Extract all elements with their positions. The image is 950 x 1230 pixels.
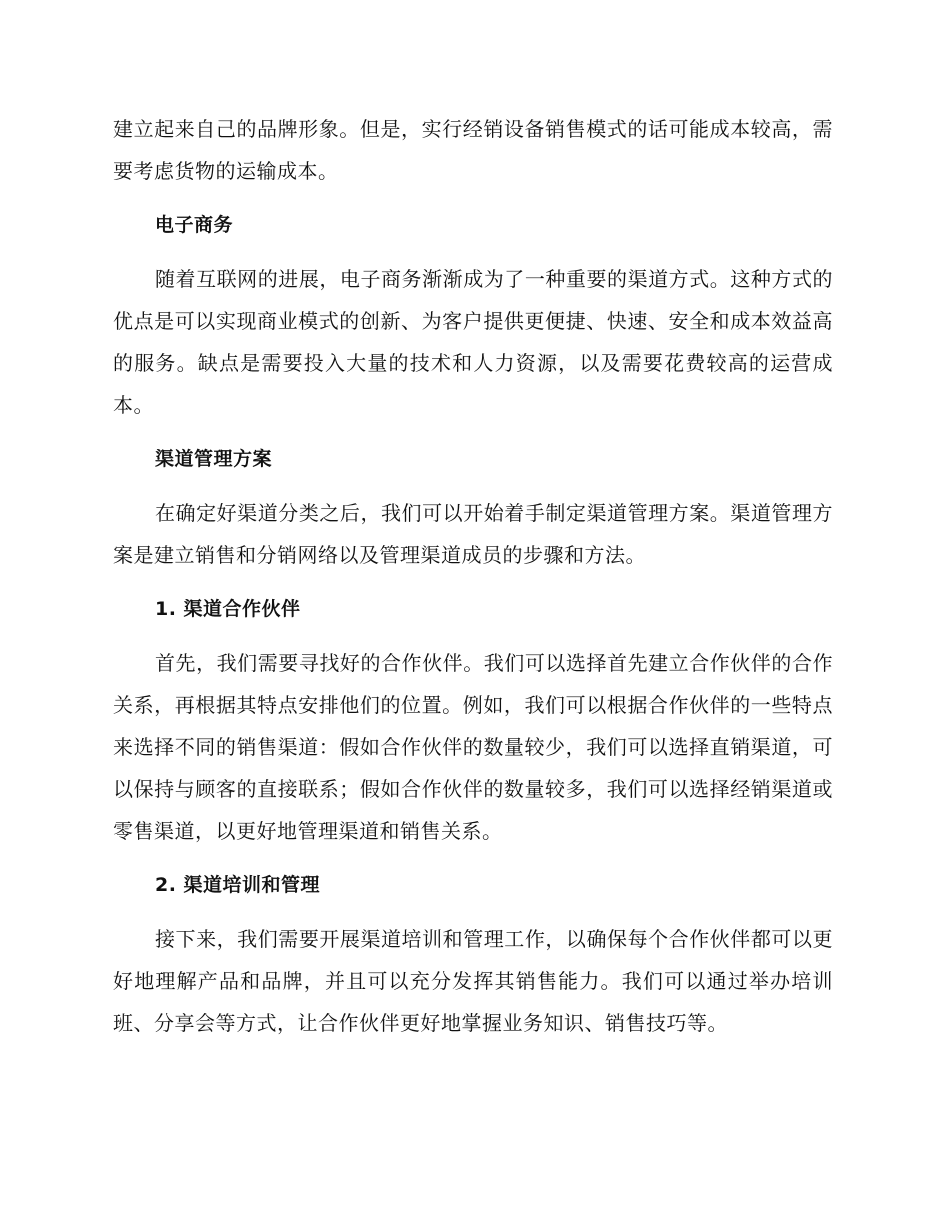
heading-e-commerce: 电子商务 (155, 214, 234, 236)
paragraph-channel-training: 接下来，我们需要开展渠道培训和管理工作，以确保每个合作伙伴都可以更好地理解产品和品牌，并且可以充分发挥其销售能力。我们可以通过举办培训班、分享会等方式，让合作伙伴更好地掌握业务知识、销售技巧等。 (113, 927, 833, 1035)
heading-channel-partners: 1. 渠道合作伙伴 (155, 598, 301, 620)
paragraph-channel-partners: 首先，我们需要寻找好的合作伙伴。我们可以选择首先建立合作伙伴的合作关系，再根据其特点安排他们的位置。例如，我们可以根据合作伙伴的一些特点来选择不同的销售渠道：假如合作伙伴的数量较少，我们可以选择直销渠道，可以保持与顾客的直接联系；假如合作伙伴的数量较多，我们可以选择经销渠道或零售渠道，以更好地管理渠道和销售关系。 (113, 651, 833, 843)
paragraph-brand-image: 建立起来自己的品牌形象。但是，实行经销设备销售模式的话可能成本较高，需要考虑货物的运输成本。 (113, 117, 833, 183)
heading-channel-training: 2. 渠道培训和管理 (155, 874, 321, 896)
heading-channel-management-plan: 渠道管理方案 (155, 448, 273, 470)
document-body (113, 108, 833, 1044)
paragraph-e-commerce: 随着互联网的进展，电子商务渐渐成为了一种重要的渠道方式。这种方式的优点是可以实现商业模式的创新、为客户提供更便捷、快速、安全和成本效益高的服务。缺点是需要投入大量的技术和人力资源，以及需要花费较高的运营成本。 (113, 267, 833, 417)
paragraph-channel-management-plan: 在确定好渠道分类之后，我们可以开始着手制定渠道管理方案。渠道管理方案是建立销售和分销网络以及管理渠道成员的步骤和方法。 (113, 501, 833, 567)
